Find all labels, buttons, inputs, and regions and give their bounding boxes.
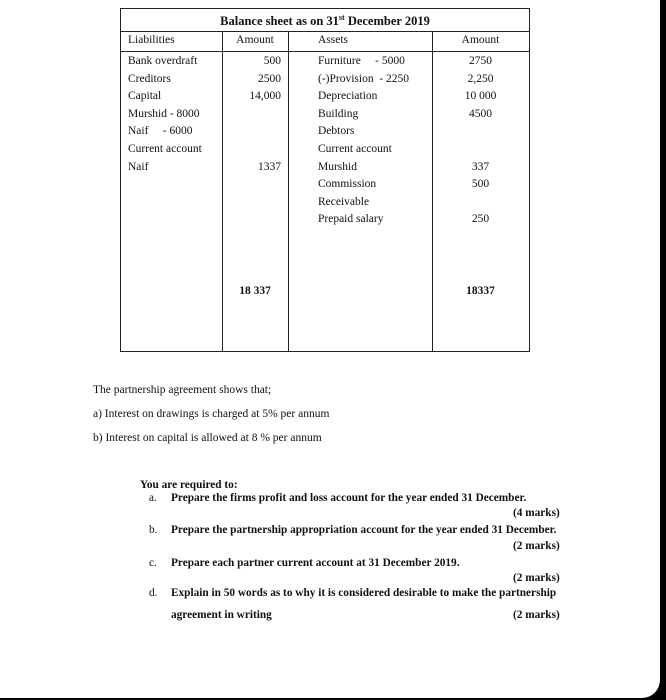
agreement-intro: The partnership agreement shows that; (93, 384, 272, 396)
title-superscript: st (338, 12, 345, 22)
asset-amount: 337 (471, 160, 490, 173)
asset-item: Commission (318, 178, 377, 191)
column-divider (288, 31, 289, 351)
header-assets: Assets (318, 34, 349, 46)
liability-amount: 500 (263, 55, 281, 67)
balance-sheet-title (121, 9, 529, 32)
assets-column (318, 53, 409, 229)
asset-item: (-)Provision - 2250 (318, 72, 410, 85)
liability-amount: 1337 (258, 160, 281, 173)
agreement-item-b: b) Interest on capital is allowed at 8 % per annum (93, 432, 322, 444)
asset-amount: 2,250 (467, 72, 494, 85)
task-b-marks: (2 marks) (513, 540, 560, 552)
asset-item: Prepaid salary (318, 213, 384, 226)
agreement-item-a: a) Interest on drawings is charged at 5% per annum (93, 408, 330, 420)
task-c-letter: c. (149, 557, 157, 569)
total-assets: 18337 (466, 285, 495, 297)
task-a-marks: (4 marks) (513, 507, 560, 519)
asset-item: Murshid (318, 160, 357, 173)
liability-item: Bank overdraft (128, 55, 198, 67)
asset-amount: 500 (471, 178, 490, 191)
task-d-text: Explain in 50 words as to why it is considered desirable to make the partnership (171, 587, 557, 599)
asset-item: Receivable (318, 195, 370, 208)
asset-amount: 250 (471, 213, 490, 226)
task-d-text-continued: agreement in writing (171, 609, 272, 621)
task-d-marks: (2 marks) (513, 609, 560, 621)
asset-item: Depreciation (318, 90, 378, 103)
task-b-text: Prepare the partnership appropriation account for the year ended 31 December. (171, 524, 557, 536)
header-amount-right: Amount (461, 34, 500, 46)
liability-amounts-column (222, 53, 281, 176)
liability-amount (222, 123, 281, 141)
header-divider (121, 51, 529, 52)
asset-item: Debtors (318, 125, 355, 138)
asset-item: Current account (318, 142, 392, 155)
liability-item: Current account (128, 142, 202, 155)
liabilities-column (128, 53, 202, 176)
asset-amount: 4500 (469, 107, 492, 120)
liability-amount: 14,000 (249, 90, 281, 103)
task-a-text: Prepare the firms profit and loss account for the year ended 31 December. (171, 492, 527, 504)
asset-amount (432, 194, 529, 212)
asset-item: Furniture - 5000 (318, 55, 405, 67)
asset-amount (432, 123, 529, 141)
liability-item: Murshid - 8000 (128, 107, 200, 120)
total-liabilities: 18 337 (239, 285, 271, 297)
liability-item: Creditors (128, 72, 171, 85)
header-liabilities: Liabilities (128, 34, 175, 46)
liability-amount: 2500 (258, 72, 281, 85)
task-b-letter: b. (149, 524, 158, 536)
title-text-end: December 2019 (344, 14, 430, 28)
title-text: Balance sheet as on 31 (220, 14, 339, 28)
asset-amount: 2750 (469, 55, 492, 67)
header-amount-left: Amount (236, 34, 274, 46)
balance-sheet-table (120, 8, 530, 352)
task-c-text: Prepare each partner current account at 31 December 2019. (171, 557, 460, 569)
liability-amount (222, 106, 281, 124)
liability-item: Naif - 6000 (128, 125, 193, 138)
task-a-letter: a. (149, 492, 157, 504)
asset-amount: 10 000 (464, 90, 497, 103)
asset-amount (432, 141, 529, 159)
task-d-letter: d. (149, 587, 158, 599)
liability-item: Naif (128, 160, 149, 173)
liability-amount (222, 141, 281, 159)
liability-item: Capital (128, 90, 162, 103)
task-c-marks: (2 marks) (513, 572, 560, 584)
required-heading: You are required to: (140, 479, 238, 491)
asset-amounts-column (432, 53, 529, 229)
asset-item: Building (318, 107, 359, 120)
